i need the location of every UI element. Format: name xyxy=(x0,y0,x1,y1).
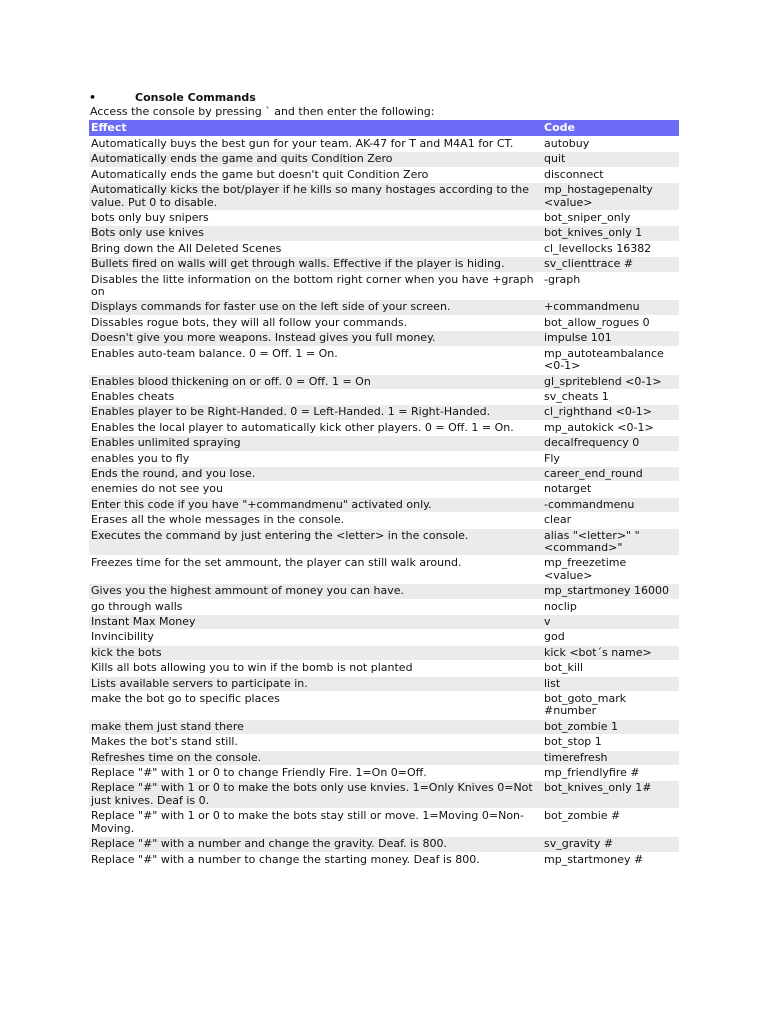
code-cell: gl_spriteblend <0-1> xyxy=(542,374,679,389)
table-row xyxy=(89,272,679,300)
effect-cell: Makes the bot's stand still. xyxy=(89,735,542,750)
table-body xyxy=(89,137,679,868)
table-row xyxy=(89,497,679,512)
effect-cell: Freezes time for the set ammount, the player can still walk around. xyxy=(89,556,542,584)
code-cell: -commandmenu xyxy=(542,497,679,512)
code-cell: mp_hostagepenalty <value> xyxy=(542,183,679,211)
effect-cell: Bots only use knives xyxy=(89,226,542,241)
effect-column-header: Effect xyxy=(89,120,542,137)
effect-cell: Replace "#" with 1 or 0 to make the bots only use knvies. 1=Only Knives 0=Not just knives. Deaf is 0. xyxy=(89,781,542,809)
effect-cell: enables you to fly xyxy=(89,451,542,466)
commands-table xyxy=(89,120,679,868)
effect-cell: Replace "#" with 1 or 0 to make the bots stay still or move. 1=Moving 0=Non-Moving. xyxy=(89,809,542,837)
effect-cell: Replace "#" with a number to change the starting money. Deaf is 800. xyxy=(89,852,542,867)
section-heading-line xyxy=(89,91,679,105)
effect-cell: Displays commands for faster use on the left side of your screen. xyxy=(89,300,542,315)
effect-cell: enemies do not see you xyxy=(89,482,542,497)
table-header-row xyxy=(89,120,679,137)
code-cell: quit xyxy=(542,152,679,167)
code-cell: Fly xyxy=(542,451,679,466)
effect-cell: Replace "#" with 1 or 0 to change Friendly Fire. 1=On 0=Off. xyxy=(89,766,542,781)
code-cell: mp_startmoney 16000 xyxy=(542,584,679,599)
table-row xyxy=(89,167,679,182)
table-row xyxy=(89,137,679,152)
code-cell: bot_knives_only 1 xyxy=(542,226,679,241)
effect-cell: kick the bots xyxy=(89,645,542,660)
effect-cell: Ends the round, and you lose. xyxy=(89,466,542,481)
code-cell: +commandmenu xyxy=(542,300,679,315)
table-row xyxy=(89,735,679,750)
code-cell: sv_clienttrace # xyxy=(542,257,679,272)
code-cell: bot_knives_only 1# xyxy=(542,781,679,809)
table-row xyxy=(89,661,679,676)
effect-cell: Doesn't give you more weapons. Instead gives you full money. xyxy=(89,331,542,346)
table-row xyxy=(89,837,679,852)
effect-cell: Lists available servers to participate in. xyxy=(89,676,542,691)
table-row xyxy=(89,436,679,451)
table-row xyxy=(89,781,679,809)
effect-cell: Enables blood thickening on or off. 0 = Off. 1 = On xyxy=(89,374,542,389)
table-row xyxy=(89,528,679,556)
table-row xyxy=(89,556,679,584)
table-row xyxy=(89,389,679,404)
code-cell: bot_sniper_only xyxy=(542,211,679,226)
effect-cell: Enables the local player to automatically kick other players. 0 = Off. 1 = On. xyxy=(89,420,542,435)
document-page xyxy=(89,91,679,868)
code-cell: noclip xyxy=(542,599,679,614)
code-cell: list xyxy=(542,676,679,691)
effect-cell: Instant Max Money xyxy=(89,615,542,630)
table-row xyxy=(89,152,679,167)
effect-cell: Gives you the highest ammount of money you can have. xyxy=(89,584,542,599)
code-cell: bot_allow_rogues 0 xyxy=(542,315,679,330)
table-row xyxy=(89,300,679,315)
table-row xyxy=(89,211,679,226)
table-row xyxy=(89,374,679,389)
code-cell: bot_stop 1 xyxy=(542,735,679,750)
effect-cell: Bullets fired on walls will get through walls. Effective if the player is hiding. xyxy=(89,257,542,272)
code-cell: career_end_round xyxy=(542,466,679,481)
effect-cell: Refreshes time on the console. xyxy=(89,750,542,765)
table-row xyxy=(89,766,679,781)
code-cell: bot_zombie 1 xyxy=(542,719,679,734)
table-row xyxy=(89,183,679,211)
effect-cell: Invincibility xyxy=(89,630,542,645)
effect-cell: Enables auto-team balance. 0 = Off. 1 = On. xyxy=(89,346,542,374)
table-row xyxy=(89,257,679,272)
effect-cell: make them just stand there xyxy=(89,719,542,734)
code-cell: bot_goto_mark #number xyxy=(542,692,679,720)
effect-cell: Dissables rogue bots, they will all follow your commands. xyxy=(89,315,542,330)
table-row xyxy=(89,482,679,497)
code-cell: sv_gravity # xyxy=(542,837,679,852)
table-row xyxy=(89,645,679,660)
code-cell: sv_cheats 1 xyxy=(542,389,679,404)
code-cell: kick <bot´s name> xyxy=(542,645,679,660)
table-row xyxy=(89,852,679,867)
code-cell: cl_righthand <0-1> xyxy=(542,405,679,420)
table-row xyxy=(89,676,679,691)
effect-cell: Bring down the All Deleted Scenes xyxy=(89,241,542,256)
effect-cell: Automatically ends the game but doesn't quit Condition Zero xyxy=(89,167,542,182)
table-row xyxy=(89,630,679,645)
table-row xyxy=(89,315,679,330)
table-row xyxy=(89,599,679,614)
code-cell: disconnect xyxy=(542,167,679,182)
table-row xyxy=(89,420,679,435)
code-column-header: Code xyxy=(542,120,679,137)
table-row xyxy=(89,615,679,630)
effect-cell: bots only buy snipers xyxy=(89,211,542,226)
effect-cell: Erases all the whole messages in the console. xyxy=(89,513,542,528)
table-row xyxy=(89,346,679,374)
code-cell: cl_levellocks 16382 xyxy=(542,241,679,256)
effect-cell: Replace "#" with a number and change the gravity. Deaf. is 800. xyxy=(89,837,542,852)
table-row xyxy=(89,809,679,837)
code-cell: notarget xyxy=(542,482,679,497)
effect-cell: Disables the litte information on the bottom right corner when you have +graph on xyxy=(89,272,542,300)
code-cell: clear xyxy=(542,513,679,528)
bullet-icon: • xyxy=(89,91,97,104)
section-heading: Console Commands xyxy=(135,91,256,104)
table-row xyxy=(89,750,679,765)
code-cell: mp_startmoney # xyxy=(542,852,679,867)
effect-cell: Executes the command by just entering the <letter> in the console. xyxy=(89,528,542,556)
code-cell: bot_kill xyxy=(542,661,679,676)
effect-cell: Enables unlimited spraying xyxy=(89,436,542,451)
code-cell: mp_freezetime <value> xyxy=(542,556,679,584)
table-row xyxy=(89,692,679,720)
code-cell: mp_friendlyfire # xyxy=(542,766,679,781)
code-cell: alias "<letter>" "<command>" xyxy=(542,528,679,556)
intro-text: Access the console by pressing ` and then enter the following: xyxy=(90,105,435,118)
effect-cell: Automatically kicks the bot/player if he kills so many hostages according to the value. Put 0 to disable. xyxy=(89,183,542,211)
effect-cell: Automatically ends the game and quits Condition Zero xyxy=(89,152,542,167)
effect-cell: Enter this code if you have "+commandmenu" activated only. xyxy=(89,497,542,512)
code-cell: god xyxy=(542,630,679,645)
effect-cell: Kills all bots allowing you to win if the bomb is not planted xyxy=(89,661,542,676)
effect-cell: Automatically buys the best gun for your team. AK-47 for T and M4A1 for CT. xyxy=(89,137,542,152)
effect-cell: Enables player to be Right-Handed. 0 = Left-Handed. 1 = Right-Handed. xyxy=(89,405,542,420)
table-row xyxy=(89,719,679,734)
code-cell: timerefresh xyxy=(542,750,679,765)
code-cell: bot_zombie # xyxy=(542,809,679,837)
code-cell: -graph xyxy=(542,272,679,300)
table-row xyxy=(89,451,679,466)
code-cell: v xyxy=(542,615,679,630)
table-row xyxy=(89,241,679,256)
table-row xyxy=(89,513,679,528)
code-cell: impulse 101 xyxy=(542,331,679,346)
effect-cell: go through walls xyxy=(89,599,542,614)
effect-cell: make the bot go to specific places xyxy=(89,692,542,720)
code-cell: decalfrequency 0 xyxy=(542,436,679,451)
table-row xyxy=(89,226,679,241)
effect-cell: Enables cheats xyxy=(89,389,542,404)
table-row xyxy=(89,466,679,481)
code-cell: mp_autokick <0-1> xyxy=(542,420,679,435)
table-row xyxy=(89,405,679,420)
table-row xyxy=(89,584,679,599)
table-row xyxy=(89,331,679,346)
code-cell: mp_autoteambalance <0-1> xyxy=(542,346,679,374)
code-cell: autobuy xyxy=(542,137,679,152)
